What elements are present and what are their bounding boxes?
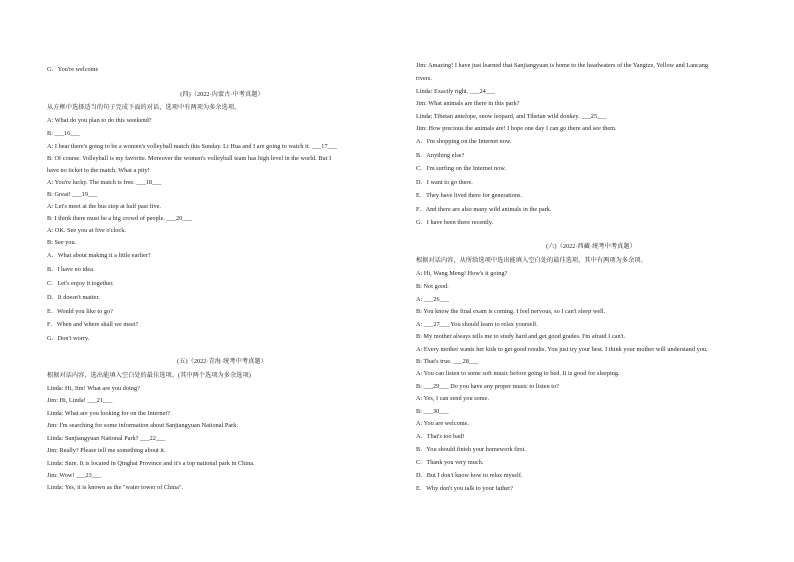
dialogue-line: B: I think there must be a big crowd of people. ___20___ (47, 215, 192, 222)
dialogue-line: A: OK. See you at five o'clock. (47, 227, 126, 234)
option-line: D．But I don't know how to relax myself. (416, 472, 523, 479)
option-line: B．Anything else? (416, 152, 465, 159)
instruction-text: 根据对话内容，选出能填入空白处的最佳选项。(其中两个选项为多余选项) (47, 372, 251, 379)
dialogue-line: B: You know the final exam is coming. I feel nervous, so I can't sleep well. (416, 308, 606, 315)
dialogue-line: A: ___27___ You should learn to relax yourself. (416, 321, 538, 328)
dialogue-line: A: ___26___ (416, 296, 450, 303)
option-line: E．Would you like to go? (47, 308, 113, 315)
dialogue-line: B: That's true. ___28___ (416, 358, 479, 365)
instruction-text: 从方框中选择适当的句子完成下面的对话，选项中有两项为多余选项。 (47, 104, 241, 111)
dialogue-line: Linda: Yes, it is known as the "water tower of China". (47, 484, 184, 491)
option-line: F．And there are also many wild animals in the park. (416, 206, 552, 213)
dialogue-line: Jim: Hi, Linda! ___21___ (47, 397, 113, 404)
dialogue-line: A: Yes, I can send you some. (416, 395, 490, 402)
option-line: G．Don't worry. (47, 335, 90, 342)
dialogue-line: Linda: Sure. It is located in Qinghai Province and it's a top national park in China. (47, 460, 255, 467)
dialogue-line: Jim: Amazing! I have just learned that Sanjiangyuan is home to the headwaters of the Yangtze, Yellow and Lancang (416, 62, 709, 69)
dialogue-line: A: What do you plan to do this weekend? (47, 117, 152, 124)
dialogue-line: B: Of course. Volleyball is my favorite. Moreover the women's volleyball team has high level in the world. But I (47, 155, 332, 162)
option-line: A．I'm shopping on the Internet now. (416, 138, 512, 145)
option-line: C．Let's enjoy it together. (47, 280, 114, 287)
dialogue-line: A: Hi, Wang Meng! How's it going? (416, 270, 508, 277)
option-line: D．I want to go there. (416, 179, 473, 186)
dialogue-line: A: You're lucky. The match is free. ___18___ (47, 179, 162, 186)
dialogue-line: Jim: I'm searching for some information about Sanjiangyuan National Park. (47, 422, 239, 429)
dialogue-line: Jim: How precious the animals are! I hope one day I can go there and see them. (416, 125, 617, 132)
instruction-text: 根据对话内容，从所给选项中选出能填入空白处的最佳选项，其中有两项为多余项。 (416, 257, 647, 264)
dialogue-line: B: ___29___ Do you have any proper music to listen to? (416, 383, 559, 390)
option-line: A．That's too bad! (416, 433, 465, 440)
option-line: A．What about making it a little earlier? (47, 252, 151, 259)
option-line: B．I have no idea. (47, 266, 95, 273)
dialogue-line: Linda: Tibetan antelope, snow leopard, and Tibetan wild donkey. ___25___ (416, 113, 607, 120)
dialogue-line: Linda: Hi, Jim! What are you doing? (47, 385, 140, 392)
section-heading: (五)（2022·青海·统考中考真题） (177, 358, 267, 365)
dialogue-line: Jim: Really? Please tell me something about it. (47, 447, 166, 454)
option-line: G．I have been there recently. (416, 219, 494, 226)
option-line: C．Thank you very much. (416, 459, 484, 466)
dialogue-line: have no ticket to the match. What a pity! (47, 167, 150, 174)
dialogue-line: Jim: What animals are there in this park? (416, 100, 520, 107)
dialogue-line: A: You are welcome. (416, 420, 470, 427)
section-heading: (四)（2022·内蒙古·中考真题） (180, 91, 264, 98)
option-line: B．You should finish your homework first. (416, 446, 526, 453)
section-heading: (六)（2022·西藏·统考中考真题） (546, 243, 636, 250)
dialogue-line: Linda: Sanjiangyuan National Park? ___22___ (47, 435, 166, 442)
option-line: E．Why don't you talk to your father? (416, 485, 514, 492)
dialogue-line: A: Every mother wants her kids to get good results. You just try your best. I think your mother will understand you. (416, 346, 708, 353)
option-line: F．When and where shall we meet? (47, 321, 139, 328)
dialogue-line: B: See you. (47, 239, 77, 246)
dialogue-line: rivers. (416, 75, 432, 82)
option-line: E．They have lived there for generations. (416, 192, 523, 199)
dialogue-line: B: ___16___ (47, 130, 80, 137)
dialogue-line: B: My mother always tells me to study hard and get good grades. I'm afraid I can't. (416, 333, 626, 340)
dialogue-line: Linda: What are you looking for on the Internet? (47, 410, 170, 417)
dialogue-line: B: ___30___ (416, 408, 449, 415)
dialogue-line: A: Let's meet at the bus stop at half past five. (47, 203, 162, 210)
option-line: D．It doesn't matter. (47, 294, 100, 301)
dialogue-line: B: Not good. (416, 283, 449, 290)
dialogue-line: A: I hear there's going to be a women's volleyball match this Sunday. Li Hua and I are going to watch it. ___17___ (47, 143, 338, 150)
dialogue-line: Jim: Wow! ___23___ (47, 472, 102, 479)
option-line: C．I'm surfing on the Internet now. (416, 165, 507, 172)
option-line: G．You're welcome (47, 66, 99, 73)
dialogue-line: B: Great! ___19___ (47, 191, 98, 198)
dialogue-line: Linda: Exactly right. ___24___ (416, 88, 496, 95)
dialogue-line: A: You can listen to some soft music before going to bed. It is good for sleeping. (416, 370, 620, 377)
